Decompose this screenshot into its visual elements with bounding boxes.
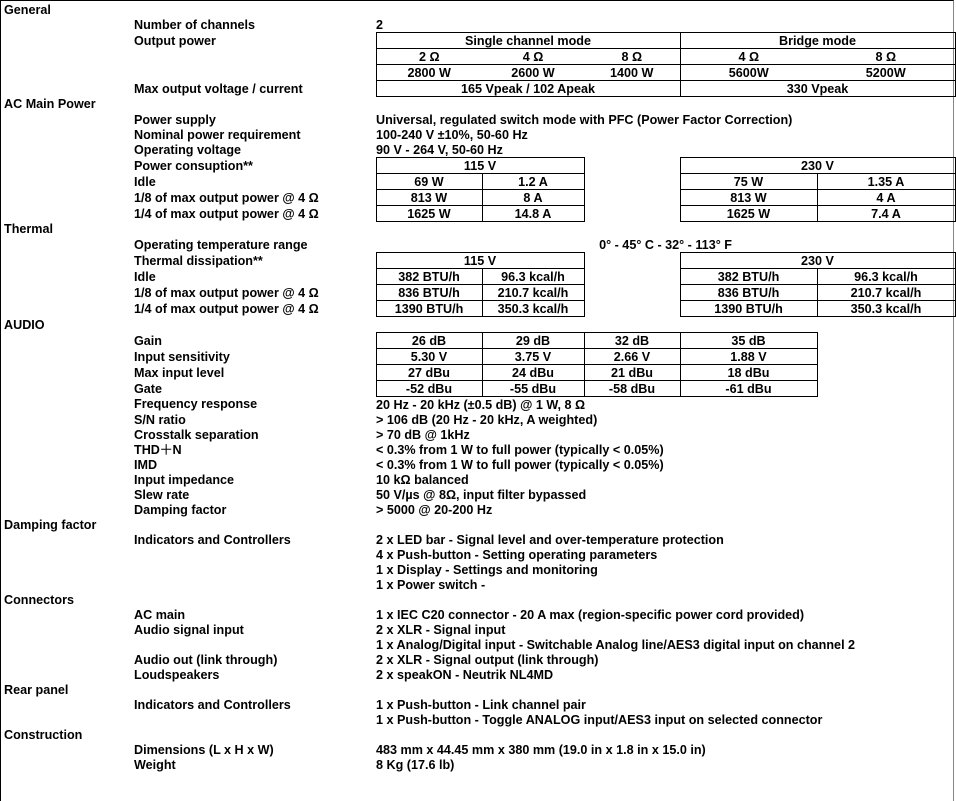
spec-row [1,142,955,158]
voltage-header: 230 V [680,253,955,269]
spec-label: Output power [134,33,216,48]
cell: 8 Ω [584,49,680,65]
cell: 35 dB [680,333,817,349]
cell: 5.30 V [376,349,482,365]
spec-label: Operating voltage [134,142,242,157]
spec-value: 2 x XLR - Signal input [376,622,506,637]
spec-table [1,2,956,772]
spec-value: 1 x Push-button - Toggle ANALOG input/AES3 input on selected connector [376,712,823,727]
spec-row [1,253,955,269]
spec-label: Max input level [134,365,225,380]
spec-value: 483 mm x 44.45 mm x 380 mm (19.0 in x 1.8 in x 15.0 in) [376,742,706,757]
empty-cell [376,317,955,333]
spec-row [1,49,955,65]
empty-cell [1,712,376,727]
voltage-header: 115 V [376,158,584,174]
empty-cell [584,174,680,190]
empty-cell [376,592,955,607]
cell: 1625 W [680,206,817,222]
section-connectors [1,592,955,607]
spec-label: Operating temperature range [134,237,308,252]
spec-row [1,81,955,97]
spec-row [1,472,955,487]
empty-cell [584,285,680,301]
empty-cell [1,577,376,592]
cell: 96.3 kcal/h [482,269,584,285]
spec-row [1,622,955,637]
cell: 1.35 A [817,174,955,190]
empty-cell [1,547,376,562]
spec-row [1,112,955,127]
cell: 1400 W [584,65,680,81]
empty-cell [817,333,955,349]
spec-label: Gain [134,333,162,348]
spec-row [1,562,955,577]
spec-row [1,365,955,381]
spec-label: Weight [134,757,176,772]
cell: 3.75 V [482,349,584,365]
cell: 26 dB [376,333,482,349]
cell: 210.7 kcal/h [817,285,955,301]
spec-label: Max output voltage / current [134,81,303,96]
empty-cell [584,158,680,174]
empty-cell [817,365,955,381]
section-title: AUDIO [4,317,45,332]
spec-row [1,17,955,33]
spec-row [1,487,955,502]
cell: 1390 BTU/h [680,301,817,317]
spec-value: 0° - 45° C - 32° - 113° F [599,237,732,252]
cell: 24 dBu [482,365,584,381]
spec-label: Audio signal input [134,622,244,637]
cell: -61 dBu [680,381,817,397]
empty-cell [376,517,955,532]
spec-value: > 70 dB @ 1kHz [376,427,470,442]
spec-value: 2 x speakON - Neutrik NL4MD [376,667,554,682]
section-title: Damping factor [4,517,97,532]
cell: 1390 BTU/h [376,301,482,317]
spec-row [1,127,955,142]
cell: 165 Vpeak / 102 Apeak [376,81,680,97]
spec-value: 1 x IEC C20 connector - 20 A max (region-specific power cord provided) [376,607,805,622]
cell: 813 W [376,190,482,206]
voltage-header: 230 V [680,158,955,174]
cell: 14.8 A [482,206,584,222]
cell: 5600W [680,65,817,81]
section-title: Connectors [4,592,74,607]
spec-label: Audio out (link through) [134,652,278,667]
spec-row [1,442,955,457]
spec-label: IMD [134,457,158,472]
spec-label: Damping factor [134,502,227,517]
empty-cell [584,190,680,206]
spec-value: 20 Hz - 20 kHz (±0.5 dB) @ 1 W, 8 Ω [376,397,586,412]
spec-label: Nominal power requirement [134,127,301,142]
spec-label: Crosstalk separation [134,427,259,442]
spec-row [1,427,955,442]
spec-label: Dimensions (L x H x W) [134,742,274,757]
spec-value: 1 x Push-button - Link channel pair [376,697,586,712]
cell: 1.88 V [680,349,817,365]
section-title: AC Main Power [4,97,96,112]
cell: 8 Ω [817,49,955,65]
spec-row [1,652,955,667]
spec-label: Power supply [134,112,216,127]
empty-cell [376,97,955,113]
cell: 4 A [817,190,955,206]
spec-value: 2 x XLR - Signal output (link through) [376,652,599,667]
spec-value: 8 Kg (17.6 lb) [376,757,455,772]
section-title: Rear panel [4,682,69,697]
empty-cell [376,2,955,17]
spec-value: Universal, regulated switch mode with PFC (Power Factor Correction) [376,112,793,127]
cell: 69 W [376,174,482,190]
spec-row [1,547,955,562]
mode-header: Bridge mode [680,33,955,49]
spec-label: Gate [134,381,162,396]
spec-row [1,637,955,652]
spec-row [1,577,955,592]
spec-row [1,457,955,472]
empty-cell [376,222,955,238]
spec-value: 90 V - 264 V, 50-60 Hz [376,142,503,157]
cell: 32 dB [584,333,680,349]
spec-value: 1 x Analog/Digital input - Switchable Analog line/AES3 digital input on channel 2 [376,637,856,652]
section-general [1,2,955,17]
cell: 350.3 kcal/h [482,301,584,317]
empty-cell [817,349,955,365]
spec-label: S/N ratio [134,412,186,427]
spec-row [1,190,955,206]
spec-row [1,502,955,517]
spec-value: 1 x Power switch - [376,577,486,592]
spec-row [1,269,955,285]
spec-value: 2 [376,17,384,32]
empty-cell [1,65,376,81]
spec-label: THD＋N [134,442,182,457]
spec-row [1,237,955,253]
empty-cell [376,727,955,742]
spec-value: < 0.3% from 1 W to full power (typically < 0.05%) [376,442,664,457]
section-thermal [1,222,955,238]
cell: 27 dBu [376,365,482,381]
empty-cell [817,381,955,397]
spec-label: Thermal dissipation** [134,253,263,268]
cell: 210.7 kcal/h [482,285,584,301]
spec-label: 1/8 of max output power @ 4 Ω [134,190,319,205]
spec-row [1,206,955,222]
spec-label: Number of channels [134,17,256,32]
spec-value: 4 x Push-button - Setting operating parameters [376,547,658,562]
spec-value: > 106 dB (20 Hz - 20 kHz, A weighted) [376,412,598,427]
spec-row [1,397,955,413]
spec-row [1,667,955,682]
empty-cell [1,562,376,577]
spec-value: 100-240 V ±10%, 50-60 Hz [376,127,528,142]
spec-row [1,349,955,365]
spec-label: Input impedance [134,472,235,487]
section-rear [1,682,955,697]
spec-row [1,301,955,317]
spec-row [1,607,955,622]
empty-cell [584,301,680,317]
cell: 2.66 V [584,349,680,365]
cell: 813 W [680,190,817,206]
cell: 1625 W [376,206,482,222]
spec-row [1,712,955,727]
cell: 4 Ω [680,49,817,65]
cell: 382 BTU/h [376,269,482,285]
spec-value: > 5000 @ 20-200 Hz [376,502,493,517]
spec-row [1,285,955,301]
spec-row [1,333,955,349]
cell: 382 BTU/h [680,269,817,285]
cell: 18 dBu [680,365,817,381]
cell: 5200W [817,65,955,81]
spec-value: 10 kΩ balanced [376,472,469,487]
spec-label: Input sensitivity [134,349,230,364]
cell: -52 dBu [376,381,482,397]
spec-label: 1/4 of max output power @ 4 Ω [134,206,319,221]
empty-cell [584,206,680,222]
voltage-header: 115 V [376,253,584,269]
spec-label: Loudspeakers [134,667,220,682]
empty-cell [584,253,680,269]
cell: 21 dBu [584,365,680,381]
section-title: Thermal [4,222,53,237]
spec-value: 1 x Display - Settings and monitoring [376,562,598,577]
empty-cell [1,49,376,65]
cell: 96.3 kcal/h [817,269,955,285]
spec-value: < 0.3% from 1 W to full power (typically < 0.05%) [376,457,664,472]
section-audio [1,317,955,333]
cell: 4 Ω [482,49,584,65]
cell: 29 dB [482,333,584,349]
spec-label: Power consuption** [134,158,253,173]
spec-row [1,757,955,772]
spec-row [1,381,955,397]
spec-label: Indicators and Controllers [134,697,291,712]
cell: 2 Ω [376,49,482,65]
cell: 75 W [680,174,817,190]
section-damping [1,517,955,532]
spec-row [1,33,955,49]
cell: 2600 W [482,65,584,81]
section-ac [1,97,955,113]
spec-value: 50 V/µs @ 8Ω, input filter bypassed [376,487,587,502]
cell: 8 A [482,190,584,206]
cell: 1.2 A [482,174,584,190]
cell: 836 BTU/h [376,285,482,301]
cell: 7.4 A [817,206,955,222]
cell: -58 dBu [584,381,680,397]
spec-row [1,158,955,174]
spec-label: Indicators and Controllers [134,532,291,547]
section-construction [1,727,955,742]
empty-cell [1,637,376,652]
section-title: Construction [4,727,83,742]
spec-label: AC main [134,607,186,622]
spec-row [1,65,955,81]
cell: 330 Vpeak [680,81,955,97]
spec-row [1,412,955,427]
empty-cell [584,269,680,285]
mode-header: Single channel mode [376,33,680,49]
cell: 836 BTU/h [680,285,817,301]
spec-label: Idle [134,269,156,284]
spec-value: 2 x LED bar - Signal level and over-temperature protection [376,532,724,547]
cell: 350.3 kcal/h [817,301,955,317]
cell: -55 dBu [482,381,584,397]
spec-row [1,697,955,712]
empty-cell [376,682,955,697]
spec-row [1,532,955,547]
spec-row [1,742,955,757]
cell: 2800 W [376,65,482,81]
spec-label: 1/4 of max output power @ 4 Ω [134,301,319,316]
spec-label: 1/8 of max output power @ 4 Ω [134,285,319,300]
spec-row [1,174,955,190]
section-title: General [4,2,51,17]
spec-label: Frequency response [134,397,258,412]
spec-label: Slew rate [134,487,190,502]
spec-label: Idle [134,174,156,189]
